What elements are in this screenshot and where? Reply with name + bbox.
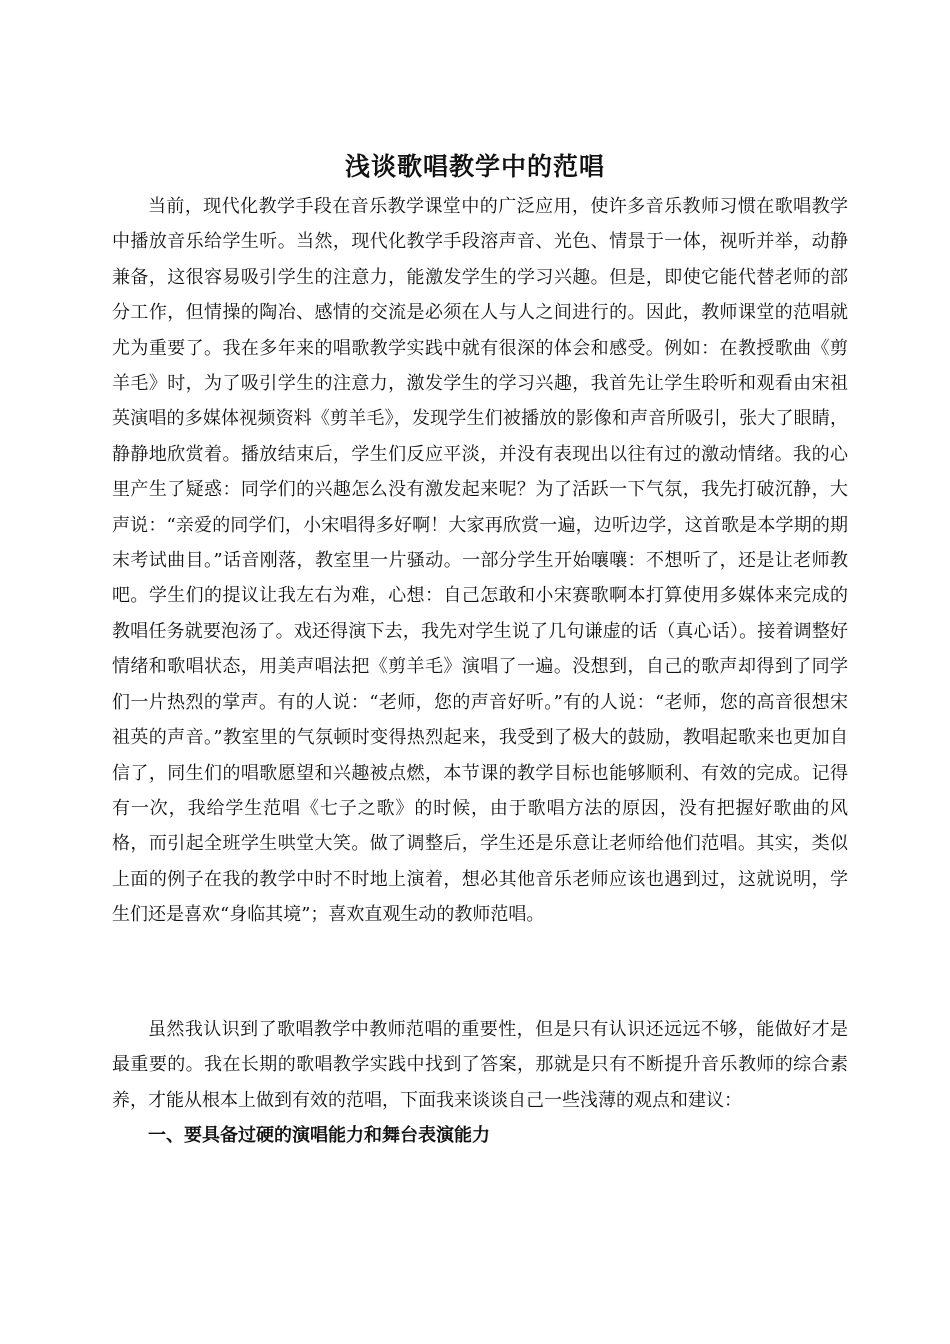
section-heading: 一、要具备过硬的演唱能力和舞台表演能力: [148, 1125, 490, 1146]
body-paragraph: 虽然我认识到了歌唱教学中教师范唱的重要性，但是只有认识还远远不够，能做好才是最重要的。我在长期的歌唱教学实践中找到了答案，那就是只有不断提升音乐教师的综合素养，才能从根本上做到有效的范唱，下面我来谈谈自己一些浅薄的观点和建议：: [112, 1019, 848, 1111]
body-paragraph: 当前，现代化教学手段在音乐教学课堂中的广泛应用，使许多音乐教师习惯在歌唱教学中播放音乐给学生听。当然，现代化教学手段溶声音、光色、情景于一体，视听并举，动静兼备，这很容易吸引学生的注意力，能激发学生的学习兴趣。但是，即使它能代替老师的部分工作，但情操的陶冶、感情的交流是必须在人与人之间进行的。因此，教师课堂的范唱就尤为重要了。我在多年来的唱歌教学实践中就有很深的体会和感受。例如：在教授歌曲《剪羊毛》时，为了吸引学生的注意力，激发学生的学习兴趣，我首先让学生聆听和观看由宋祖英演唱的多媒体视频资料《剪羊毛》，发现学生们被播放的影像和声音所吸引，张大了眼睛，静静地欣赏着。播放结束后，学生们反应平淡，并没有表现出以往有过的激动情绪。我的心里产生了疑惑：同学们的兴趣怎么没有激发起来呢？为了活跃一下气氛，我先打破沉静，大声说：“亲爱的同学们，小宋唱得多好啊！大家再欣赏一遍，边听边学，这首歌是本学期的期末考试曲目。”话音刚落，教室里一片骚动。一部分学生开始嚷嚷：不想听了，还是让老师教吧。学生们的提议让我左右为难，心想：自己怎敢和小宋赛歌啊本打算使用多媒体来完成的教唱任务就要泡汤了。戏还得演下去，我先对学生说了几句谦虚的话（真心话）。接着调整好情绪和歌唱状态，用美声唱法把《剪羊毛》演唱了一遍。没想到，自己的歌声却得到了同学们一片热烈的掌声。有的人说：“老师，您的声音好听。”有的人说：“老师，您的高音很想宋祖英的声音。”教室里的气氛顿时变得热烈起来，我受到了极大的鼓励，教唱起歌来也更加自信了，同生们的唱歌愿望和兴趣被点燃，本节课的教学目标也能够顺利、有效的完成。记得有一次，我给学生范唱《七子之歌》的时候，由于歌唱方法的原因，没有把握好歌曲的风格，而引起全班学生哄堂大笑。做了调整后，学生还是乐意让老师给他们范唱。其实，类似上面的例子在我的教学中时不时地上演着，想必其他音乐老师应该也遇到过，这就说明，学生们还是喜欢“身临其境”；喜欢直观生动的教师范唱。: [112, 196, 848, 926]
document-title: 浅谈歌唱教学中的范唱: [344, 152, 605, 181]
